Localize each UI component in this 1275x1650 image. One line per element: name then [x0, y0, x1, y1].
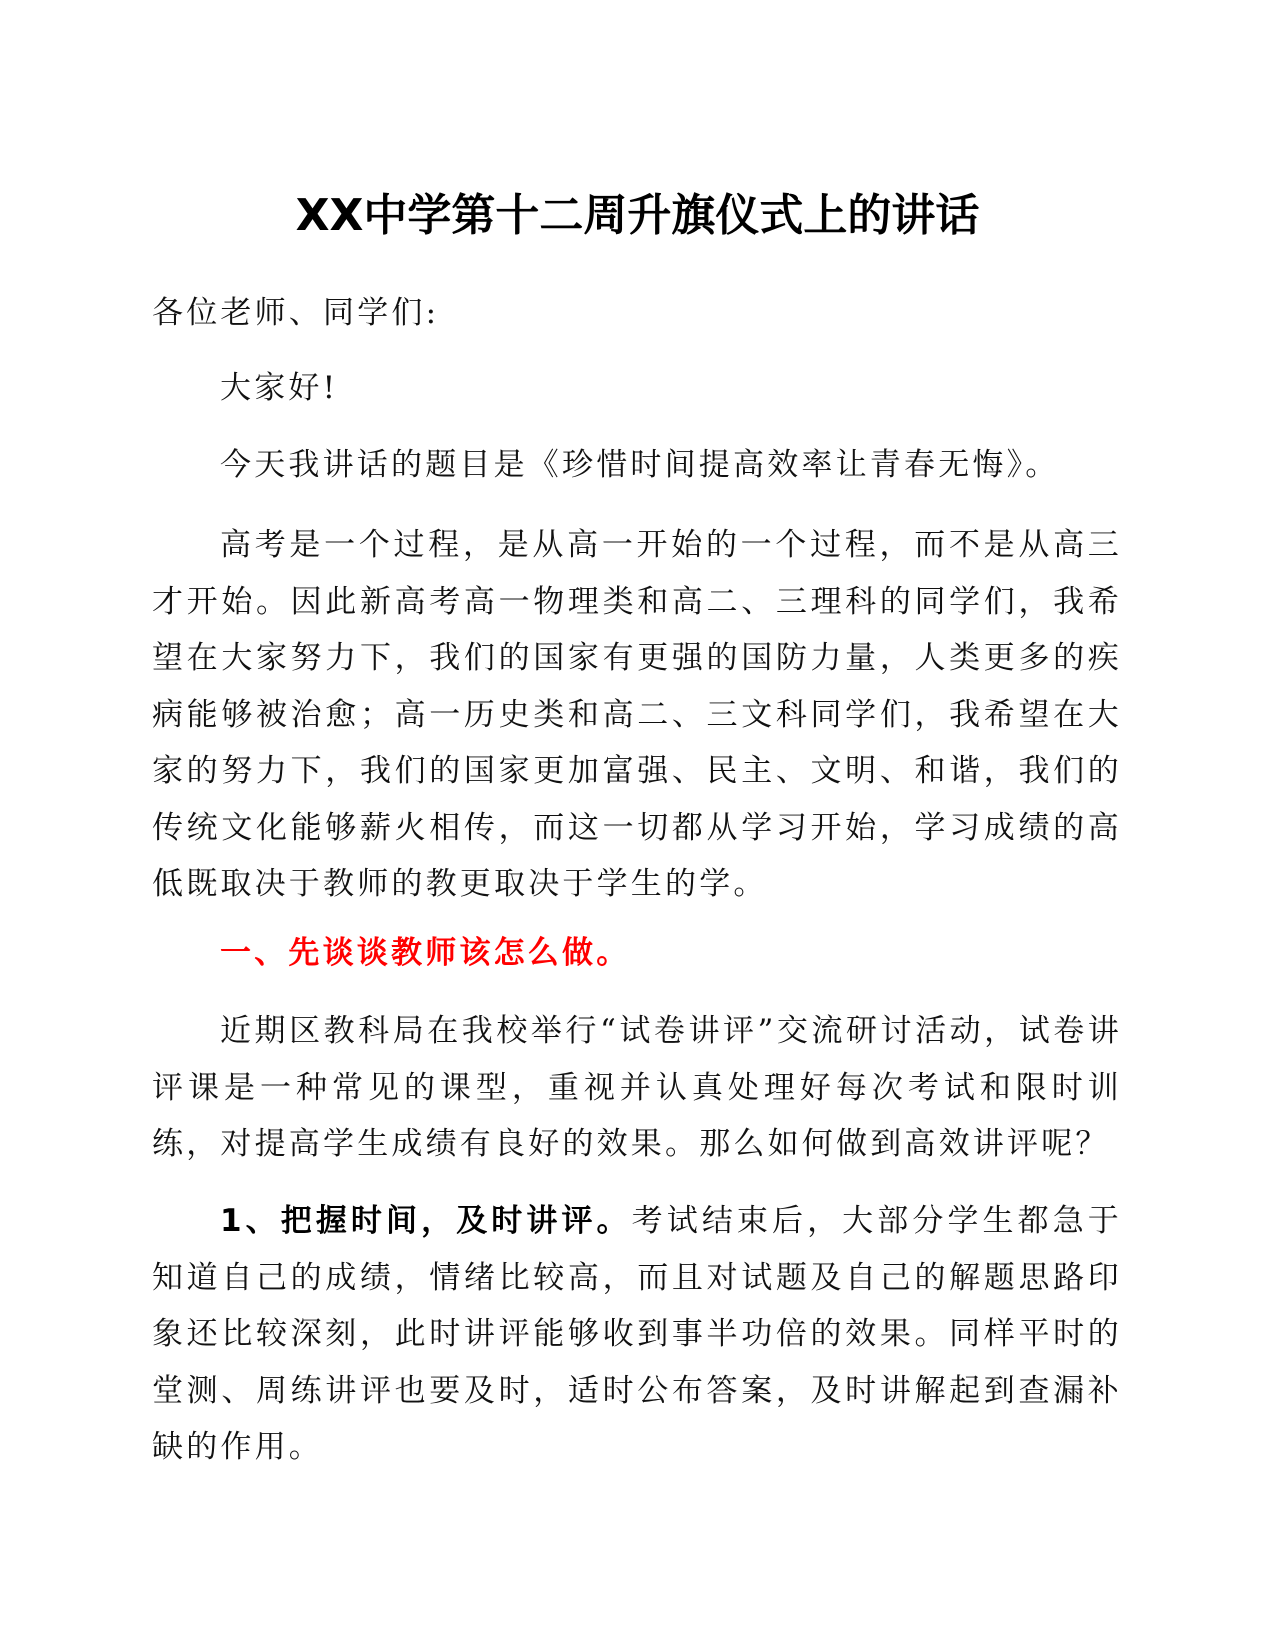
greeting: 大家好! [220, 370, 339, 406]
section-heading: 一、先谈谈教师该怎么做。 [220, 935, 631, 971]
intro-paragraph: 高考是一个过程，是从高一开始的一个过程，而不是从高三才开始。因此新高考高一物理类和高二、三理科的同学们，我希望在大家努力下，我们的国家有更强的国防力量，人类更多的疾病能够被治愈；高一历史类和高二、三文科同学们，我希望在大家的努力下，我们的国家更加富强、民主、文明、和谐，我们的传统文化能够薪火相传，而这一切都从学习开始，学习成绩的高低既取决于教师的教更取决于学生的学。 [152, 527, 1122, 902]
point-1-paragraph [152, 1193, 1122, 1476]
document-title: XX中学第十二周升旗仪式上的讲话 [295, 190, 980, 241]
section-intro-paragraph: 近期区教科局在我校举行“试卷讲评”交流研讨活动，试卷讲评课是一种常见的课型，重视并认真处理好每次考试和限时训练，对提高学生成绩有良好的效果。那么如何做到高效讲评呢？ [152, 1013, 1122, 1162]
topic-line: 今天我讲话的题目是《珍惜时间提高效率让青春无悔》。 [220, 447, 1060, 483]
salutation: 各位老师、同学们: [152, 295, 440, 331]
point-1-body: 考试结束后，大部分学生都急于知道自己的成绩，情绪比较高，而且对试题及自己的解题思路印象还比较深刻，此时讲评能够收到事半功倍的效果。同样平时的堂测、周练讲评也要及时，适时公布答案，及时讲解起到查漏补缺的作用。 [152, 1203, 1122, 1465]
point-1-lead: 1、把握时间，及时讲评。 [220, 1203, 632, 1239]
